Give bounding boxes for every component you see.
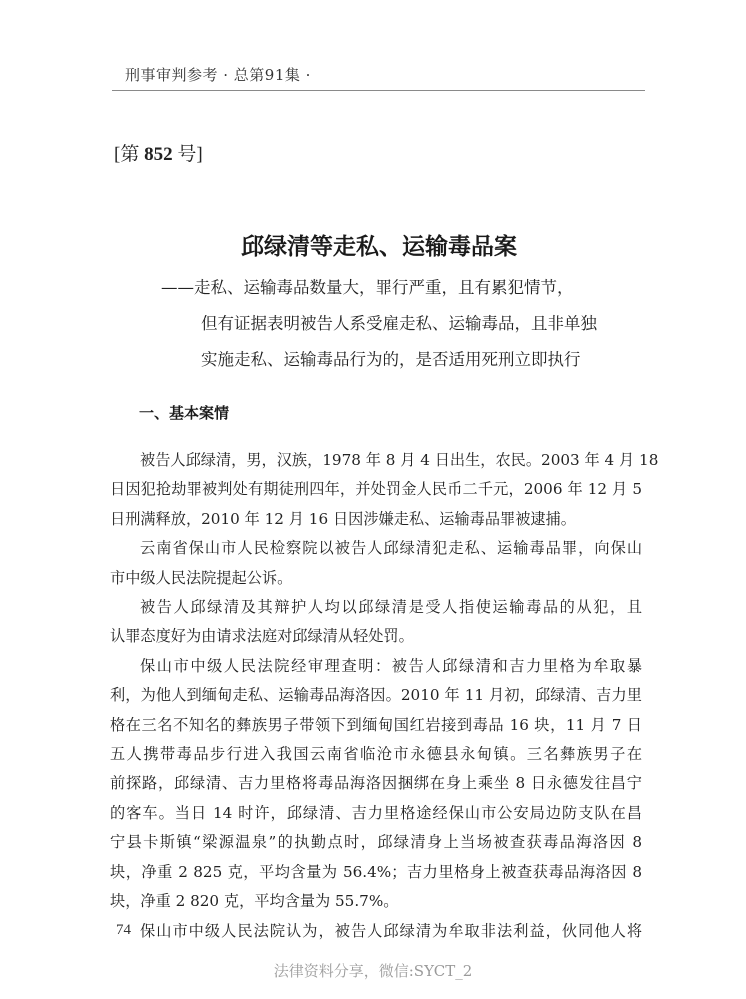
- text-line: 被告人邱绿清，男，汉族，1978 年 8 月 4 日出生，农民。2003 年 4 月 18: [140, 451, 659, 469]
- subtitle-line: 但有证据表明被告人系受雇走私、运输毒品，且非单独: [201, 314, 597, 333]
- text-line: 认罪态度好为由请求法庭对邱绿清从轻处罚。: [110, 627, 414, 646]
- text-line: 格在三名不知名的彝族男子带领下到缅甸国红岩接到毒品 16 块，11 月 7 日: [110, 715, 642, 734]
- paragraph: [110, 446, 659, 534]
- subtitle-line: 实施走私、运输毒品行为的，是否适用死刑立即执行: [201, 350, 581, 369]
- text-line: 保山市中级人民法院经审理查明：被告人邱绿清和吉力里格为牟取暴: [140, 656, 642, 675]
- case-number-suffix: 号]: [172, 144, 203, 165]
- text-line: 云南省保山市人民检察院以被告人邱绿清犯走私、运输毒品罪，向保山: [140, 539, 642, 558]
- text-line: 块，净重 2 820 克，平均含量为 55.7%。: [110, 892, 399, 911]
- text-line: 前探路，邱绿清、吉力里格将毒品海洛因捆绑在身上乘坐 8 日永德发往昌宁: [110, 774, 642, 793]
- running-header: [125, 64, 311, 85]
- text-line: 日刑满释放，2010 年 12 月 16 日因涉嫌走私、运输毒品罪被逮捕。: [110, 509, 576, 528]
- header-divider: [112, 90, 645, 91]
- text-line: 块，净重 2 825 克，平均含量为 56.4%；吉力里格身上被查获毒品海洛因 8: [110, 862, 642, 881]
- case-number: [114, 139, 203, 166]
- paragraph: [110, 593, 642, 652]
- case-title: 邱绿清等走私、运输毒品案: [241, 233, 517, 260]
- page-number: 74: [116, 922, 131, 938]
- text-line: 宁县卡斯镇“梁源温泉”的执勤点时，邱绿清身上当场被查获毒品海洛因 8: [110, 833, 642, 852]
- case-number-value: 852: [144, 144, 173, 165]
- case-subtitle: [161, 270, 597, 378]
- section-heading: 一、基本案情: [139, 404, 230, 422]
- paragraph: [110, 917, 642, 946]
- paragraph: [110, 534, 642, 593]
- subtitle-line: ——走私、运输毒品数量大，罪行严重，且有累犯情节，: [161, 278, 574, 297]
- text-line: 五人携带毒品步行进入我国云南省临沧市永德县永甸镇。三名彝族男子在: [110, 745, 642, 764]
- paragraph: [110, 652, 642, 917]
- watermark: 法律资料分享，微信:SYCT_2: [273, 962, 473, 980]
- running-header-title: 刑事审判参考 · 总第91集 ·: [125, 66, 311, 84]
- text-line: 日因犯抢劫罪被判处有期徒刑四年，并处罚金人民币二千元，2006 年 12 月 5: [110, 480, 642, 499]
- case-number-prefix: [第: [114, 144, 145, 165]
- text-line: 保山市中级人民法院认为，被告人邱绿清为牟取非法利益，伙同他人将: [140, 921, 642, 940]
- body-text: [110, 446, 659, 946]
- text-line: 市中级人民法院提起公诉。: [110, 568, 293, 587]
- text-line: 的客车。当日 14 时许，邱绿清、吉力里格途经保山市公安局边防支队在昌: [110, 803, 642, 822]
- text-line: 被告人邱绿清及其辩护人均以邱绿清是受人指使运输毒品的从犯，且: [140, 598, 642, 617]
- text-line: 利，为他人到缅甸走私、运输毒品海洛因。2010 年 11 月初，邱绿清、吉力里: [110, 686, 642, 705]
